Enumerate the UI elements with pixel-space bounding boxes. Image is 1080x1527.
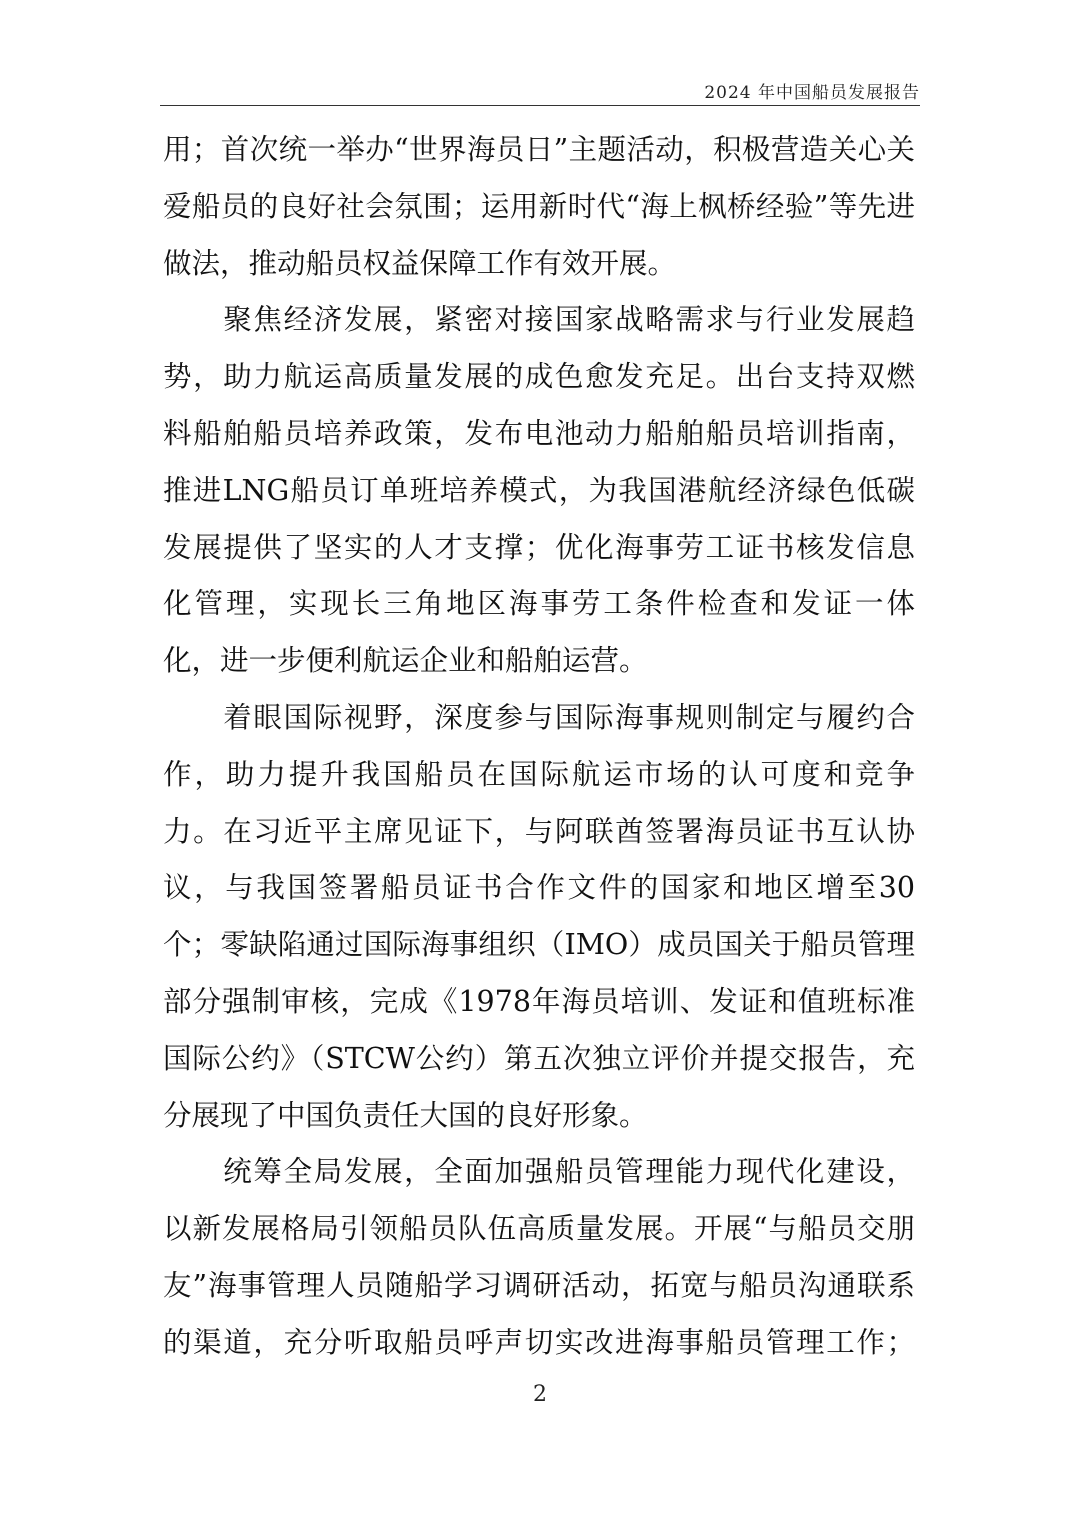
text-line: 力。在习近平主席见证下，与阿联酋签署海员证书互认协: [163, 814, 915, 848]
text-line: 友”海事管理人员随船学习调研活动，拓宽与船员沟通联系: [163, 1268, 915, 1302]
text-line: 化管理，实现长三角地区海事劳工条件检查和发证一体: [163, 587, 915, 621]
text-line: 做法，推动船员权益保障工作有效开展。: [163, 246, 677, 280]
text-line: 议，与我国签署船员证书合作文件的国家和地区增至30: [163, 871, 915, 905]
text-line: 的渠道，充分听取船员呼声切实改进海事船员管理工作；: [163, 1325, 915, 1359]
text-line: 着眼国际视野，深度参与国际海事规则制定与履约合: [163, 700, 915, 734]
text-line: 聚焦经济发展，紧密对接国家战略需求与行业发展趋: [163, 303, 915, 337]
page-header: [160, 78, 920, 108]
text-line: 分展现了中国负责任大国的良好形象。: [163, 1098, 648, 1132]
text-line: 爱船员的良好社会氛围；运用新时代“海上枫桥经验”等先进: [163, 189, 915, 223]
page-number: 2: [533, 1382, 547, 1407]
running-title: 2024 年中国船员发展报告: [704, 83, 920, 103]
header-rule: [160, 105, 920, 106]
text-line: 以新发展格局引领船员队伍高质量发展。开展“与船员交朋: [163, 1212, 915, 1246]
text-line: 部分强制审核，完成《1978年海员培训、发证和值班标准: [163, 984, 915, 1018]
text-line: 统筹全局发展，全面加强船员管理能力现代化建设，: [163, 1155, 915, 1189]
text-line: 用；首次统一举办“世界海员日”主题活动，积极营造关心关: [163, 133, 915, 166]
text-line: 个；零缺陷通过国际海事组织（IMO）成员国关于船员管理: [163, 928, 915, 962]
text-line: 势，助力航运高质量发展的成色愈发充足。出台支持双燃: [163, 360, 915, 394]
body-text: [163, 122, 915, 1372]
text-line: 推进LNG船员订单班培养模式，为我国港航经济绿色低碳: [163, 473, 915, 507]
text-line: 化，进一步便利航运企业和船舶运营。: [163, 644, 648, 678]
text-line: 料船舶船员培养政策，发布电池动力船舶船员培训指南，: [163, 416, 915, 450]
text-line: 国际公约》（STCW公约）第五次独立评价并提交报告，充: [163, 1041, 915, 1075]
text-line: 发展提供了坚实的人才支撑；优化海事劳工证书核发信息: [163, 530, 915, 564]
text-line: 作，助力提升我国船员在国际航运市场的认可度和竞争: [163, 757, 915, 791]
